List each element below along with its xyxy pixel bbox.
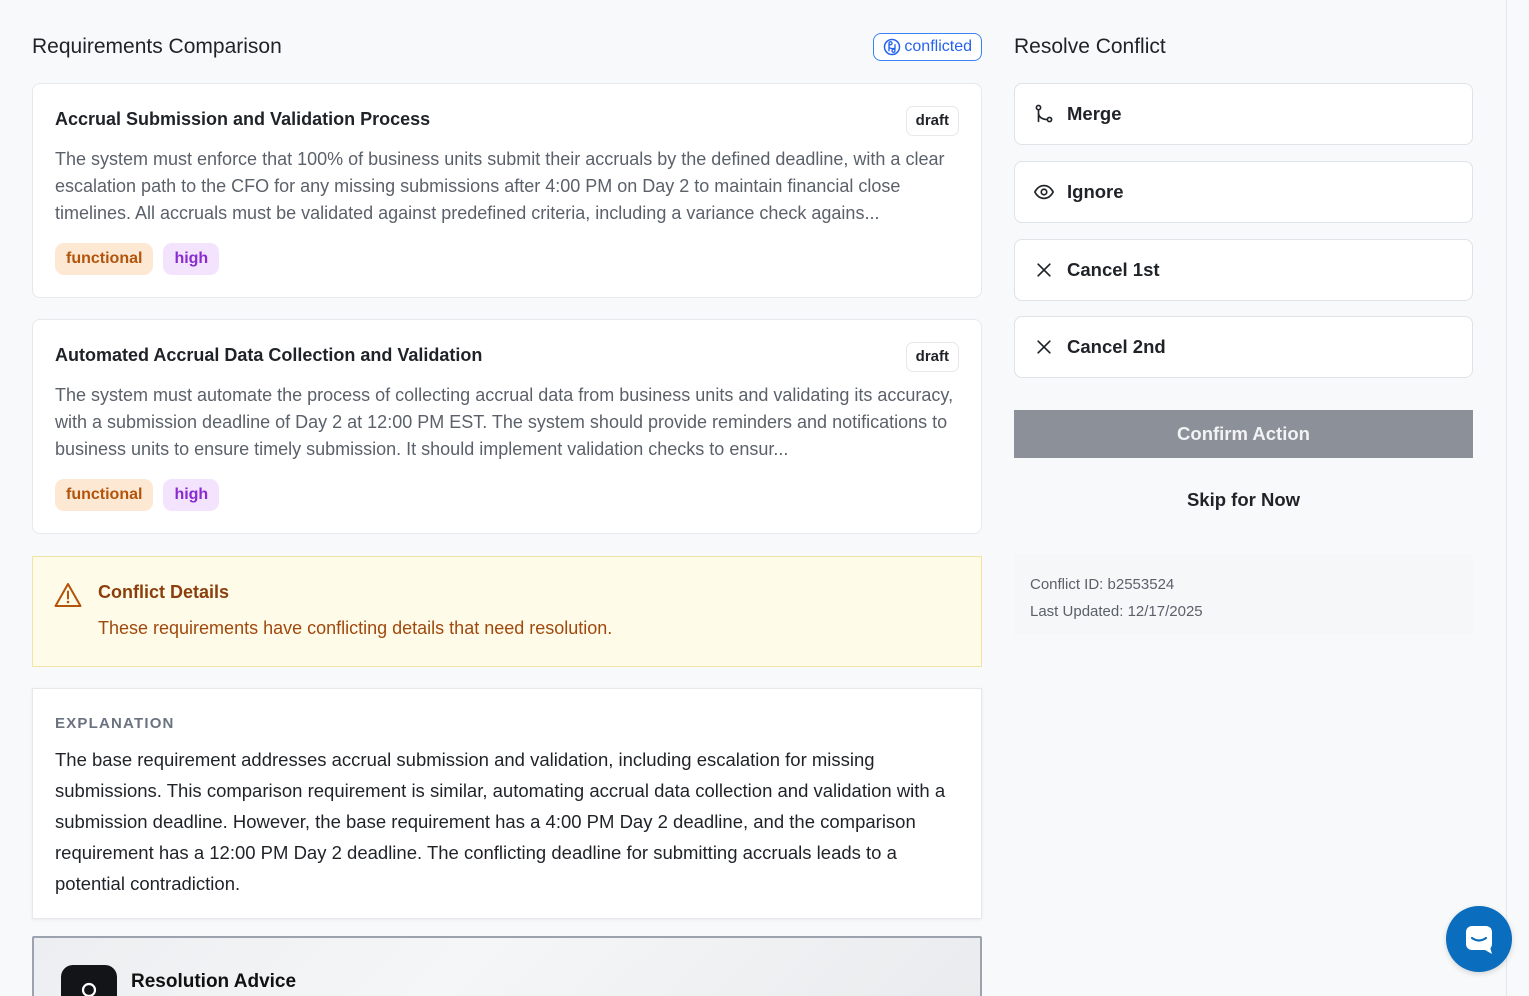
advice-title: Resolution Advice bbox=[131, 971, 297, 992]
draft-badge: draft bbox=[906, 342, 959, 372]
conflict-message: These requirements have conflicting details that need resolution. bbox=[98, 618, 613, 638]
lightbulb-icon bbox=[61, 965, 117, 996]
tag-list bbox=[55, 243, 219, 275]
eye-icon bbox=[1033, 181, 1055, 203]
requirement-description: The system must enforce that 100% of business units submit their accruals by the defined deadline, with a clear escalation path to the CFO for any missing submissions after 4:00 PM on Day 2 to maintain financial close timelines. All accruals must be validated against predefined criteria, including a variance check agains... bbox=[55, 149, 945, 223]
cancel-second-label: Cancel 2nd bbox=[1067, 336, 1166, 357]
conflict-title: Conflict Details bbox=[98, 582, 230, 602]
warning-icon bbox=[54, 582, 82, 608]
chat-icon bbox=[1463, 923, 1495, 955]
status-badge bbox=[873, 33, 982, 61]
resolve-title: Resolve Conflict bbox=[1014, 35, 1166, 58]
conflict-details-box bbox=[32, 556, 982, 667]
merge-button[interactable] bbox=[1014, 83, 1473, 145]
requirement-title: Automated Accrual Data Collection and Validation bbox=[55, 345, 483, 365]
conflict-icon bbox=[883, 38, 901, 56]
requirement-card-comparison[interactable] bbox=[32, 319, 982, 534]
resolution-advice-panel[interactable] bbox=[32, 936, 982, 996]
close-icon bbox=[1033, 259, 1055, 281]
cancel-first-label: Cancel 1st bbox=[1067, 259, 1160, 280]
ignore-button[interactable] bbox=[1014, 161, 1473, 223]
requirement-card-base[interactable] bbox=[32, 83, 982, 298]
requirement-title: Accrual Submission and Validation Process bbox=[55, 109, 431, 129]
comparison-header bbox=[32, 32, 982, 62]
merge-icon bbox=[1033, 103, 1055, 125]
ignore-label: Ignore bbox=[1067, 181, 1124, 202]
status-label: conflicted bbox=[904, 38, 972, 55]
priority-tag: high bbox=[163, 243, 219, 275]
type-tag: functional bbox=[55, 479, 153, 511]
comparison-title: Requirements Comparison bbox=[32, 35, 282, 58]
confirm-action-button[interactable]: Confirm Action bbox=[1014, 410, 1473, 458]
resolve-header bbox=[1014, 32, 1473, 62]
tag-list bbox=[55, 479, 219, 511]
cancel-second-button[interactable] bbox=[1014, 316, 1473, 378]
last-updated: Last Updated: 12/17/2025 bbox=[1030, 603, 1203, 620]
priority-tag: high bbox=[163, 479, 219, 511]
close-icon bbox=[1033, 336, 1055, 358]
page-divider bbox=[1506, 0, 1507, 996]
conflict-meta bbox=[1014, 555, 1473, 635]
cancel-first-button[interactable] bbox=[1014, 239, 1473, 301]
conflict-id: Conflict ID: b2553524 bbox=[1030, 576, 1175, 593]
explanation-label: EXPLANATION bbox=[55, 715, 175, 732]
type-tag: functional bbox=[55, 243, 153, 275]
merge-label: Merge bbox=[1067, 103, 1122, 124]
explanation-panel bbox=[32, 688, 982, 919]
chat-button[interactable] bbox=[1446, 906, 1512, 972]
draft-badge: draft bbox=[906, 106, 959, 136]
skip-button[interactable]: Skip for Now bbox=[1186, 489, 1301, 510]
requirement-description: The system must automate the process of collecting accrual data from business units and validating its accuracy, with a submission deadline of Day 2 at 12:00 PM EST. The system should provide reminders and notifications to business units to ensure timely submission. It should implement validation checks to ensur... bbox=[55, 385, 954, 459]
explanation-text: The base requirement addresses accrual submission and validation, including escalation for missing submissions. This comparison requirement is similar, automating accrual data collection and validation with a submission deadline. However, the base requirement has a 4:00 PM Day 2 deadline, and the comparison requirement has a 12:00 PM Day 2 deadline. The conflicting deadline for submitting accruals leads to a potential contradiction. bbox=[55, 749, 946, 894]
